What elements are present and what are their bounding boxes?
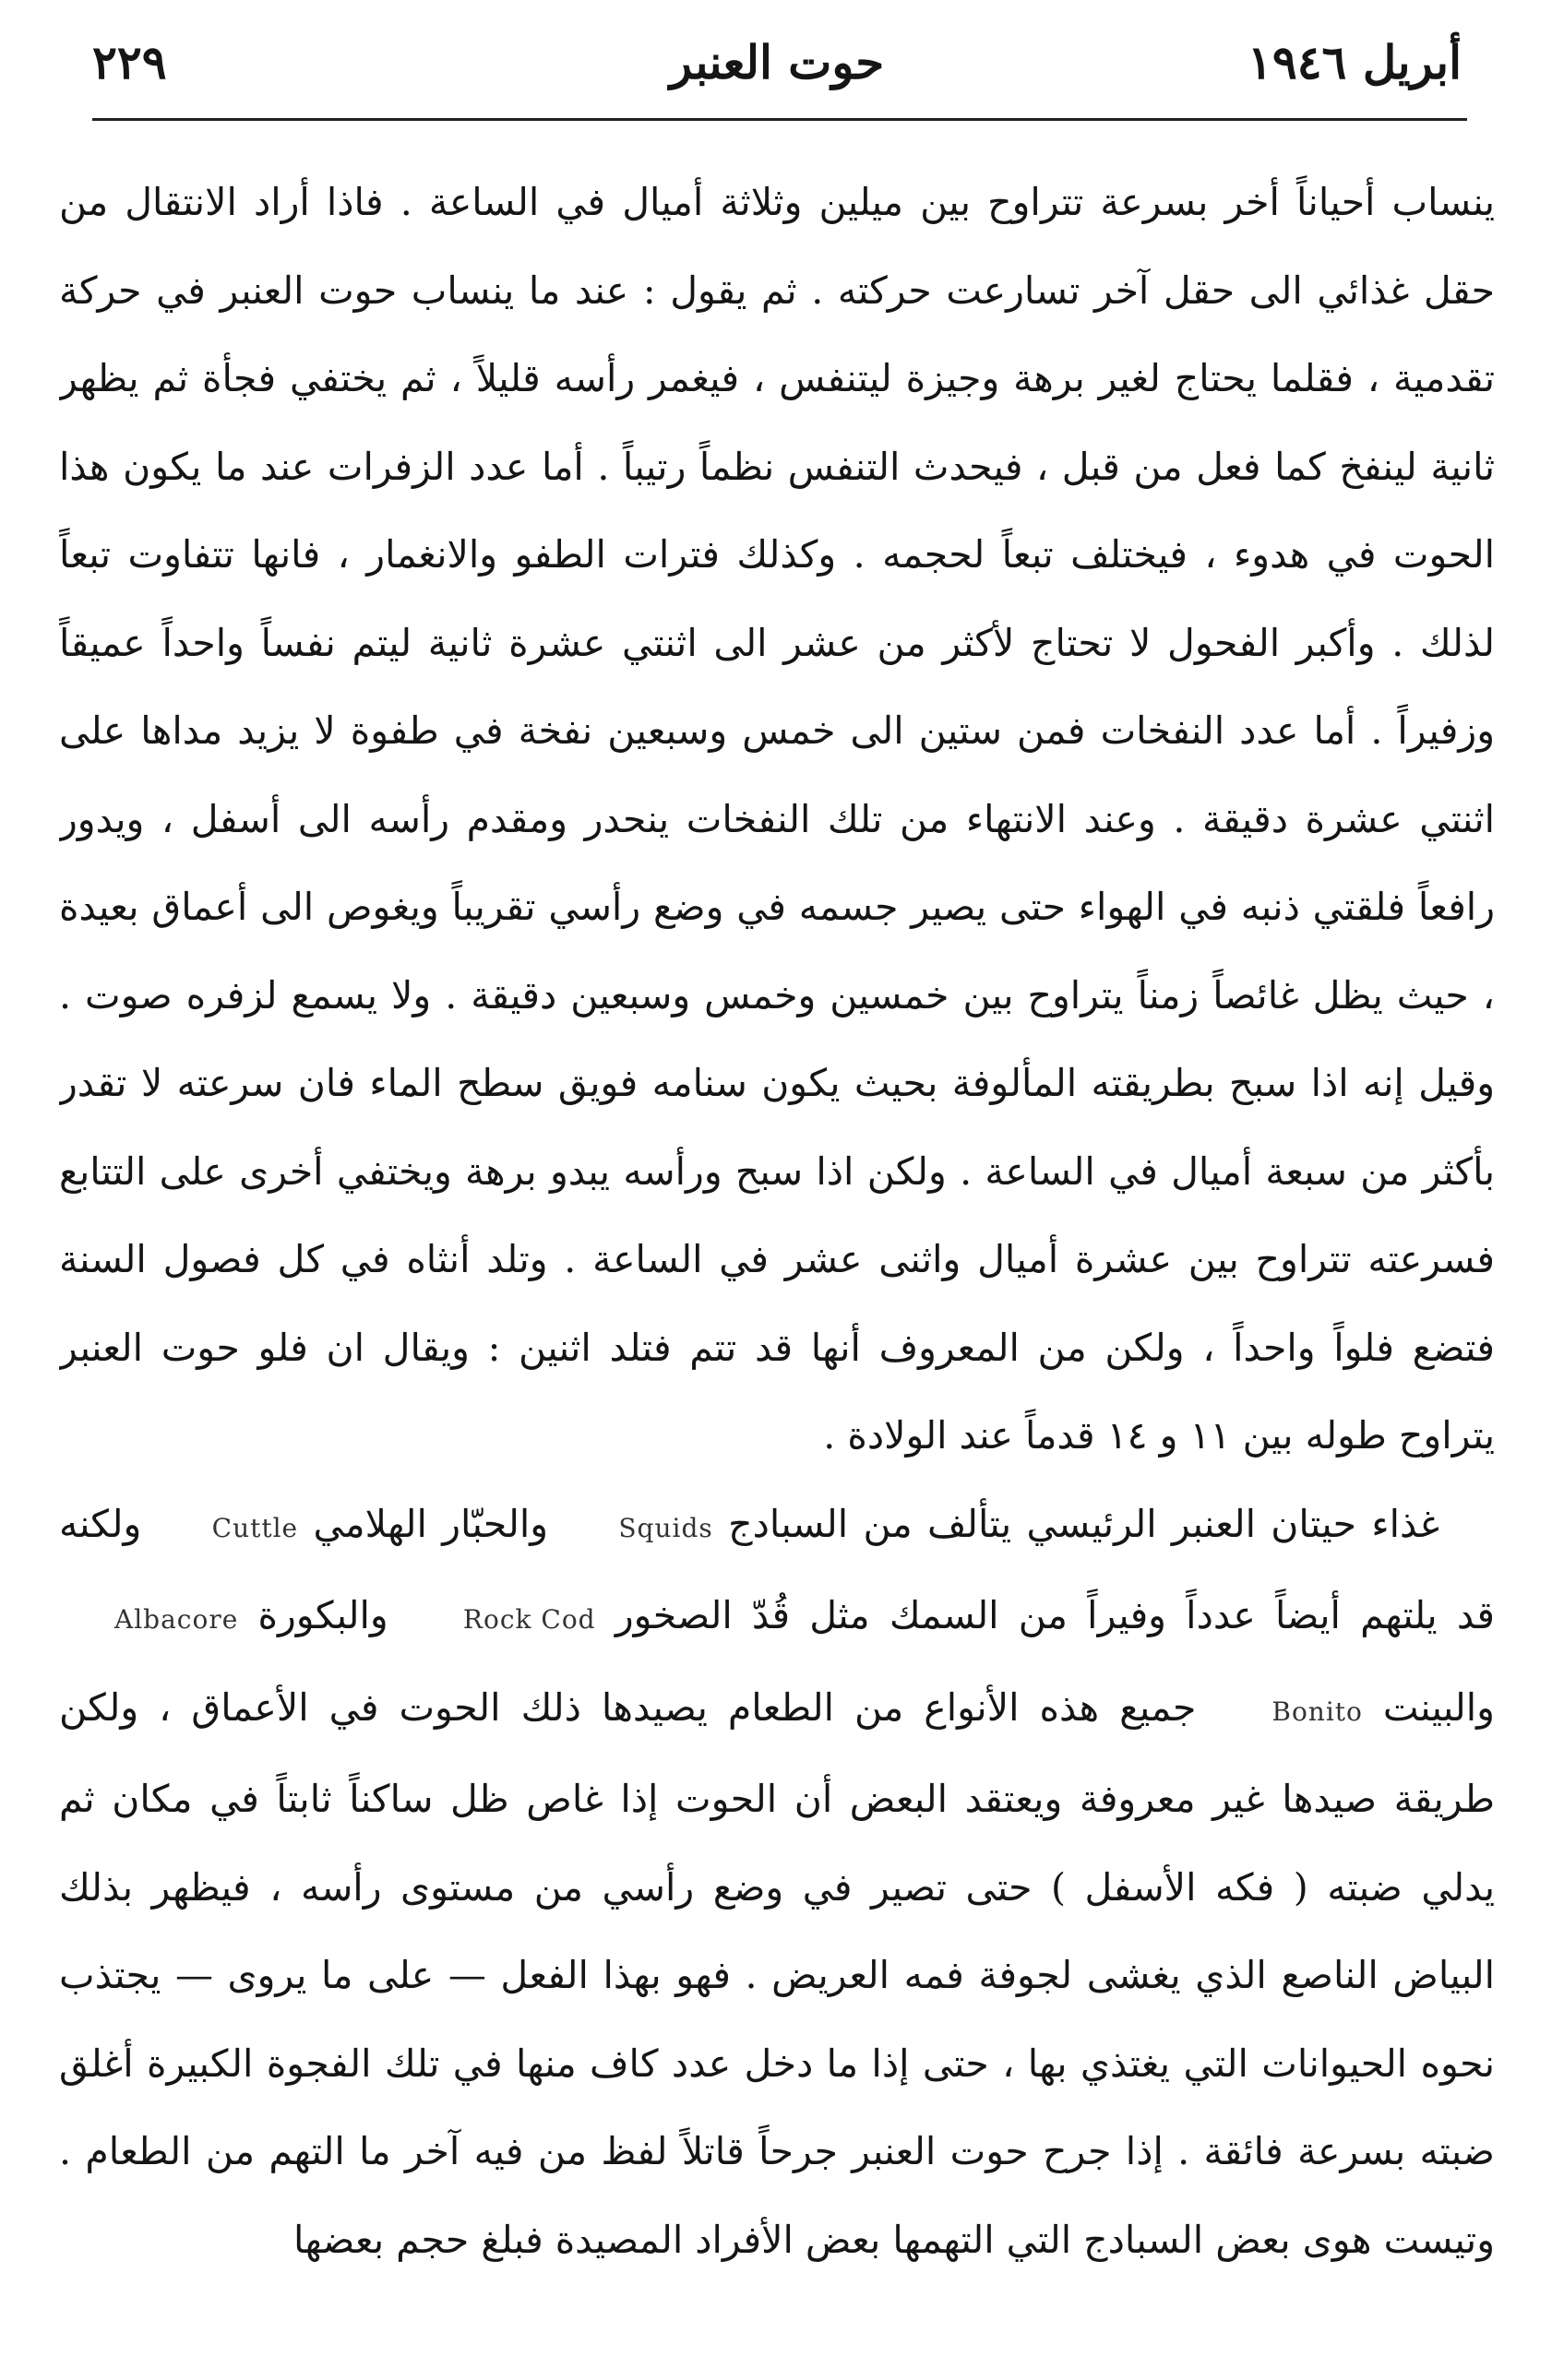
paragraph-text: غذاء حيتان العنبر الرئيسي يتألف من السبادج bbox=[728, 1501, 1439, 1546]
paragraph-text: ولكنه قد يلتهم أيضاً عدداً وفيراً من السمك مثل قُدّ الصخور bbox=[59, 1501, 1495, 1637]
paragraph: ينساب أحياناً أخر بسرعة تتراوح بين ميلين وثلاثة أميال في الساعة . فاذا أراد الانتقال من حقل غذائي الى حقل آخر تسارعت حركته . ثم يقول : عند ما ينساب حوت العنبر في حركة تقدمية ، فقلما يحتاج لغير برهة وجيزة ليتنفس ، فيغمر رأسه قليلاً ، ثم يختفي فجأة ثم يظهر ثانية لينفخ كما فعل من قبل ، فيحدث التنفس نظماً رتيباً . أما عدد الزفرات عند ما يكون هذا الحوت في هدوء ، فيختلف تبعاً لحجمه . وكذلك فترات الطفو والانغمار ، فانها تتفاوت تبعاً لذلك . وأكبر الفحول لا تحتاج لأكثر من عشر الى اثنتي عشرة ثانية ليتم نفساً واحداً عميقاً وزفيراً . أما عدد النفخات فمن ستين الى خمس وسبعين نفخة في طفوة لا يزيد مداها على اثنتي عشرة دقيقة . وعند الانتهاء من تلك النفخات ينحدر ومقدم رأسه الى أسفل ، ويدور رافعاً فلقتي ذنبه في الهواء حتى يصير جسمه في وضع رأسي تقريباً ويغوص الى أعماق بعيدة ، حيث يظل غائصاً زمناً يتراوح بين خمسين وخمس وسبعين دقيقة . ولا يسمع لزفره صوت . وقيل إنه اذا سبح بطريقته المألوفة بحيث يكون سنامه فويق سطح الماء فان سرعته لا تقدر بأكثر من سبعة أميال في الساعة . ولكن اذا سبح ورأسه يبدو برهة ويختفي أخرى على التتابع فسرعته تتراوح بين عشرة أميال واثنى عشر في الساعة . وتلد أنثاه في كل فصول السنة فتضع فلواً واحداً ، ولكن من المعروف أنها قد تتم فتلد اثنين : ويقال ان فلو حوت العنبر يتراوح طوله بين ١١ و ١٤ قدماً عند الولادة . bbox=[59, 180, 1495, 1458]
paragraph-text: والحبّار الهلامي bbox=[313, 1501, 549, 1546]
article-title: حوت العنبر bbox=[669, 35, 885, 89]
running-header bbox=[92, 26, 1462, 109]
paragraph-text: والبينت bbox=[1382, 1684, 1495, 1730]
page-number: ٢٢٩ bbox=[92, 35, 167, 89]
latin-term: Albacore bbox=[114, 1604, 239, 1635]
paragraph-text: جميع هذه الأنواع من الطعام يصيدها ذلك الحوت في الأعماق ، ولكن طريقة صيدها غير معروفة ويعتقد البعض أن الحوت إذا غاص ظل ساكناً ثابتاً في مكان ثم يدلي ضبته ( فكه الأسفل ) حتى تصير في وضع رأسي من مستوى رأسه ، فيظهر بذلك البياض الناصع الذي يغشى لجوفة فمه العريض . فهو بهذا الفعل — على ما يروى — يجتذب نحوه الحيوانات التي يغتذي بها ، حتى إذا ما دخل عدد كاف منها في تلك الفجوة الكبيرة أغلق ضبته بسرعة فائقة . إذا جرح حوت العنبر جرحاً قاتلاً لفظ من فيه آخر ما التهم من الطعام . وتيست هوى بعض السبادج التي التهمها بعض الأفراد المصيدة فبلغ حجم بعضها bbox=[59, 1684, 1495, 2262]
latin-term: Cuttle bbox=[211, 1512, 299, 1543]
header-rule bbox=[92, 118, 1467, 121]
article-body bbox=[59, 159, 1495, 2308]
paragraph-text: والبكورة bbox=[257, 1593, 388, 1637]
latin-term: Bonito bbox=[1271, 1696, 1363, 1727]
paragraph bbox=[59, 1481, 1495, 2285]
latin-term: Rock Cod bbox=[462, 1604, 596, 1635]
issue-date: أبريل ١٩٤٦ bbox=[1247, 35, 1462, 89]
latin-term: Squids bbox=[618, 1512, 713, 1543]
